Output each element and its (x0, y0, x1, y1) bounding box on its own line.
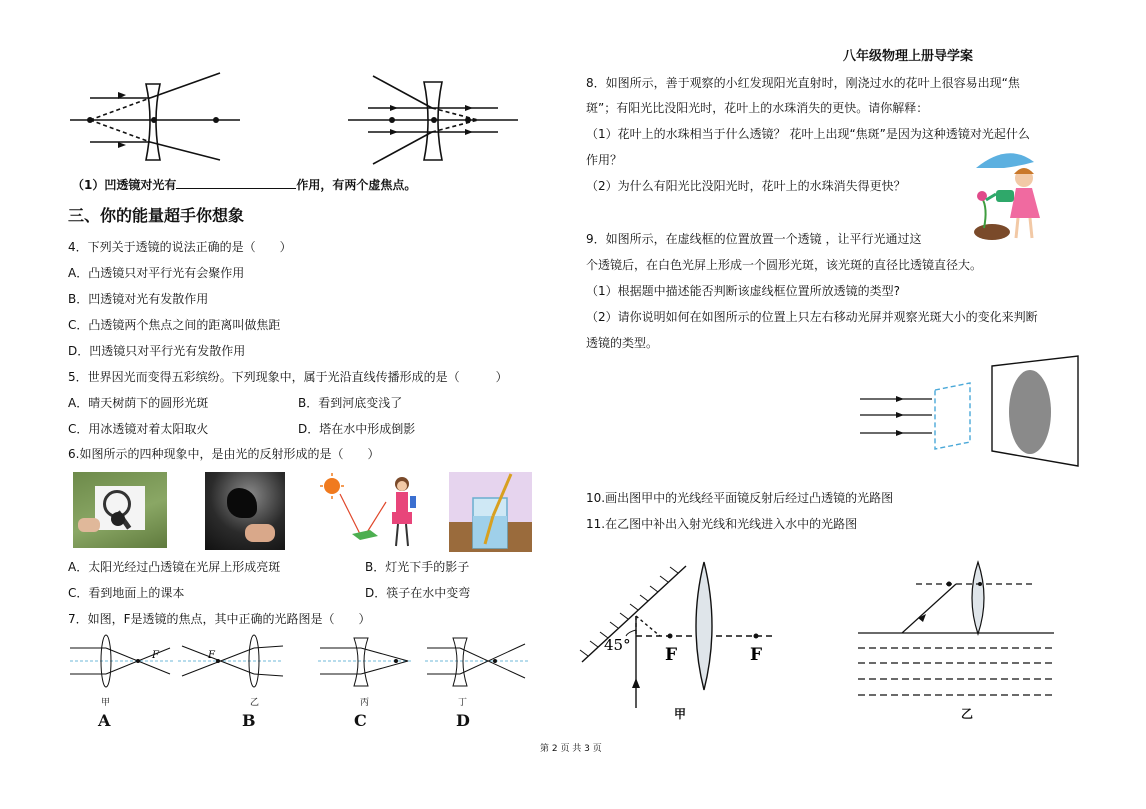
page-header-title: 八年级物理上册导学案 (843, 49, 974, 64)
figure-yi-lens-water (858, 562, 1058, 702)
q4-stem: 4．下列关于透镜的说法正确的是（ ） (68, 240, 292, 254)
q9-line-2: 个透镜后，在白色光屏上形成一个圆形光斑，该光斑的直径比透镜直径大。 (586, 258, 983, 272)
q8-line-1: 8．如图所示，善于观察的小红发现阳光直射时，刚浇过水的花叶上很容易出现“焦 (586, 76, 1020, 90)
fig-jia-focus-2: F (750, 645, 763, 665)
q-concave-lens (72, 178, 416, 192)
girl-watering-flowers-illustration (968, 148, 1050, 242)
page-footer: 第 2 页 共 3 页 (540, 744, 602, 754)
q4-option-b: B．凹透镜对光有发散作用 (68, 292, 209, 306)
q7-letter-c: C (354, 711, 367, 730)
q8-line-4: 作用？ (586, 153, 623, 167)
q8-line-5: （2）为什么有阳光比没阳光时，花叶上的水珠消失得更快？ (586, 179, 906, 193)
q5-option-d: D．塔在水中形成倒影 (298, 422, 416, 436)
q11-text: 11.在乙图中补出入射光线和光线进入水中的光路图 (586, 517, 858, 531)
q4-option-a: A．凸透镜只对平行光有会聚作用 (68, 266, 245, 280)
q10-text: 10.画出图甲中的光线经平面镜反射后经过凸透镜的光路图 (586, 491, 894, 505)
q6-option-c: C．看到地面上的课本 (68, 586, 185, 600)
photo-hand-shadow (205, 472, 285, 550)
q4-option-c: C．凸透镜两个焦点之间的距离叫做焦距 (68, 318, 281, 332)
concave-lens-diagram-top (348, 68, 523, 168)
q9-line-1: 9．如图所示，在虚线框的位置放置一个透镜 ，让平行光通过这 (586, 232, 922, 246)
q7-f-label-b: F (208, 650, 215, 661)
q-concave-pre: （1）凹透镜对光有 (72, 178, 177, 192)
q4-option-d: D．凹透镜只对平行光有发散作用 (68, 344, 246, 358)
fig-jia-angle: 45° (604, 636, 631, 654)
q7-diagram-b (178, 638, 283, 693)
q7-diagram-c (318, 638, 413, 693)
q-concave-post: 作用，有两个虚焦点。 (296, 178, 417, 192)
q7-sublabel-c: 丙 (360, 698, 370, 708)
q7-sublabel-a: 甲 (101, 698, 111, 708)
photo-magnifier-sunlight (73, 472, 167, 548)
q7-stem: 7．如图，F是透镜的焦点，其中正确的光路图是（ ） (68, 612, 371, 626)
convex-lens-diagram-top (70, 68, 260, 168)
sun-girl-book-illustration (320, 472, 420, 552)
chopsticks-in-water-illustration (449, 472, 532, 552)
q7-letter-a: A (98, 711, 111, 730)
fig-yi-caption: 乙 (961, 707, 974, 721)
q7-sublabel-d: 丁 (458, 698, 468, 708)
lens-screen-diagram (860, 356, 1082, 468)
q7-letter-b: B (242, 711, 256, 730)
q9-line-3: （1）根据题中描述能否判断该虚线框位置所放透镜的类型? (586, 284, 901, 298)
q7-letter-d: D (456, 711, 470, 730)
q7-diagram-a (70, 638, 175, 693)
q8-line-3: （1）花叶上的水珠相当于什么透镜？ 花叶上出现“焦斑”是因为这种透镜对光起什么 (586, 127, 1030, 141)
q7-sublabel-b: 乙 (250, 698, 260, 708)
fig-jia-focus-1: F (665, 645, 678, 665)
q6-option-b: B．灯光下手的影子 (365, 560, 470, 574)
q7-diagram-d (425, 638, 530, 693)
q5-stem: 5．世界因光而变得五彩缤纷。下列现象中，属于光沿直线传播形成的是（ ） (68, 370, 508, 384)
q6-option-a: A．太阳光经过凸透镜在光屏上形成亮斑 (68, 560, 281, 574)
q9-line-4: （2）请你说明如何在如图所示的位置上只左右移动光屏并观察光斑大小的变化来判断 (586, 310, 1038, 324)
q5-option-a: A．晴天树荫下的圆形光斑 (68, 396, 209, 410)
q6-option-d: D．筷子在水中变弯 (365, 586, 471, 600)
q8-line-2: 斑”；有阳光比没阳光时，花叶上的水珠消失的更快。请你解释： (586, 101, 929, 115)
figure-jia-mirror-lens (578, 560, 773, 708)
q5-option-b: B．看到河底变浅了 (298, 396, 403, 410)
fig-jia-caption: 甲 (674, 707, 687, 721)
q5-option-c: C．用冰透镜对着太阳取火 (68, 422, 209, 436)
q9-line-5: 透镜的类型。 (586, 336, 659, 350)
q6-stem: 6.如图所示的四种现象中，是由光的反射形成的是（ ） (68, 447, 380, 461)
answer-blank[interactable] (176, 178, 296, 189)
q7-f-label-a: F (152, 650, 159, 661)
section-title: 三、你的能量超手你想象 (68, 206, 245, 225)
